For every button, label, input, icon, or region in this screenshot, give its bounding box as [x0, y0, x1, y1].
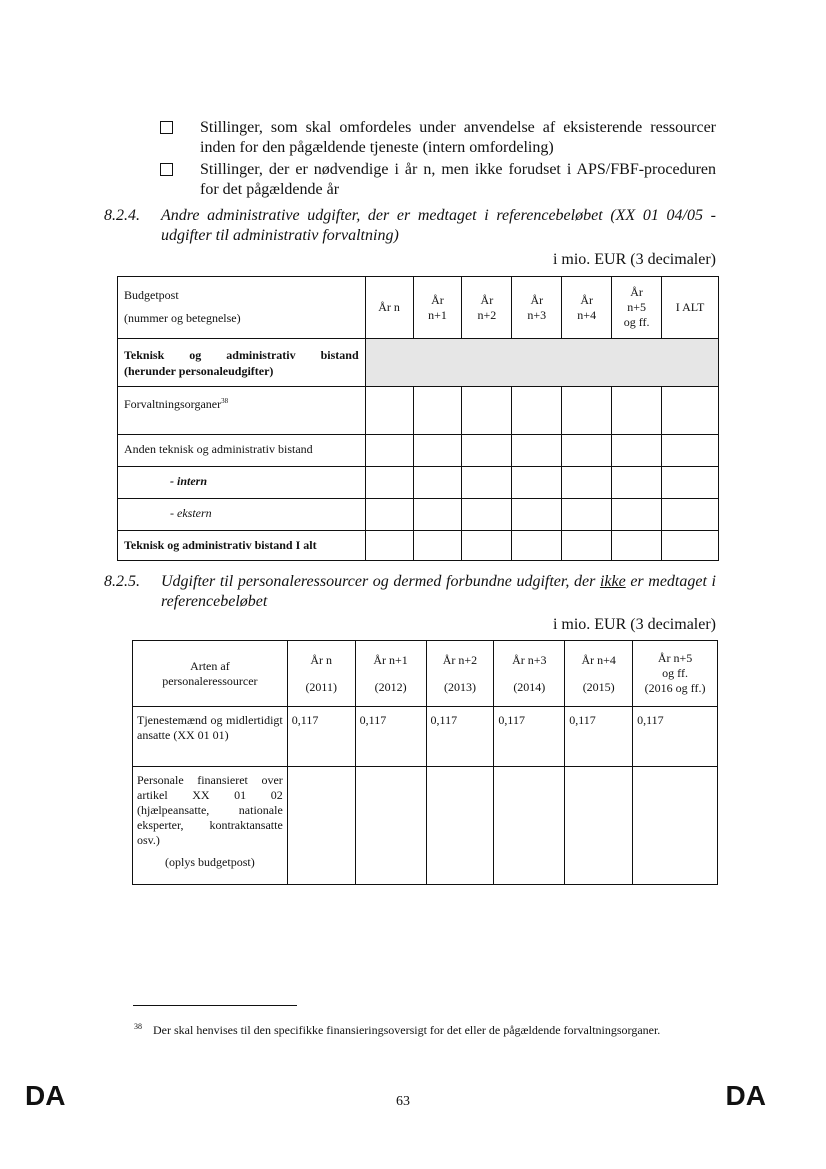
table-row — [118, 435, 719, 467]
header-budgetpost — [118, 277, 366, 339]
table-row — [118, 387, 719, 435]
header-text: År — [630, 285, 643, 299]
footnote-rule — [133, 1005, 297, 1006]
header-text: (2013) — [443, 679, 476, 694]
unit-label: i mio. EUR (3 decimaler) — [552, 251, 716, 268]
page-number: 63 — [396, 1094, 410, 1109]
header-text: personaleressourcer — [162, 673, 258, 688]
header-text: og ff. — [662, 666, 688, 680]
checkbox-item — [160, 118, 716, 158]
section-heading-824 — [104, 206, 716, 246]
row-label-text: Forvaltningsorganer — [124, 397, 222, 411]
row-label-personale — [133, 767, 288, 885]
admin-expenses-table — [117, 276, 719, 561]
table-cell — [462, 435, 512, 467]
checkbox-item-text: Stillinger, som skal omfordeles under anvendelse af eksisterende ressourcer inden for den pågældende tjeneste (intern omfordeling) — [200, 119, 716, 156]
header-year-n5 — [633, 641, 718, 707]
header-text: n+2 — [477, 307, 497, 322]
header-year-n4 — [565, 641, 633, 707]
header-text: År n+4 — [581, 652, 616, 667]
table-cell — [512, 467, 562, 499]
row-label-sub: (oplys budgetpost) — [165, 855, 255, 869]
header-year-n2 — [426, 641, 494, 707]
row-label-text: Personale finansieret over artikel XX 01 02 (hjælpeansatte, nationale eksperter, kontraktansatte osv.) — [137, 773, 283, 847]
header-year-n3 — [494, 641, 565, 707]
table-cell: 0,117 — [426, 707, 494, 767]
table-cell — [462, 467, 512, 499]
header-text: År n+3 — [512, 652, 547, 667]
table-cell — [413, 499, 462, 531]
table-cell — [565, 767, 633, 885]
header-year-n — [287, 641, 355, 707]
header-year-n1 — [413, 277, 462, 339]
table-cell — [413, 387, 462, 435]
header-year-n: År n — [365, 277, 413, 339]
table-cell — [612, 435, 662, 467]
checkbox-icon — [160, 121, 173, 134]
section-title-part: er medtaget i referencebeløbet — [161, 573, 717, 610]
header-text: År n+5 — [657, 651, 693, 665]
table-cell — [426, 767, 494, 885]
header-text: (2012) — [374, 679, 407, 694]
header-text: År n+1 — [373, 652, 408, 667]
table-cell — [365, 499, 413, 531]
table-row — [118, 467, 719, 499]
header-text: (2016 og ff.) — [644, 681, 706, 695]
header-text: n+3 — [527, 307, 547, 322]
table-cell — [662, 467, 719, 499]
row-label-line: Teknisk og administrativ bistand — [124, 347, 359, 362]
table-cell — [287, 767, 355, 885]
table-cell: 0,117 — [494, 707, 565, 767]
checkbox-icon — [160, 163, 173, 176]
table-cell — [512, 435, 562, 467]
table-cell — [662, 499, 719, 531]
table-cell — [413, 531, 462, 561]
checkbox-item — [160, 160, 716, 200]
shaded-cell — [365, 339, 718, 387]
header-year-n2 — [462, 277, 512, 339]
table-cell — [365, 531, 413, 561]
table-cell: 0,117 — [633, 707, 718, 767]
table-row — [118, 339, 719, 387]
header-text: År n — [310, 652, 333, 667]
table-cell — [612, 531, 662, 561]
language-code-right: DA — [725, 1080, 766, 1111]
header-budgetpost-sub: (nummer og betegnelse) — [124, 311, 241, 325]
table-cell — [562, 531, 612, 561]
header-text: n+4 — [577, 307, 597, 322]
footnote-ref: 38 — [221, 397, 229, 405]
row-label-tjenestemaend: Tjenestemænd og midlertidigt ansatte (XX 01 01) — [133, 707, 288, 767]
table-cell — [662, 387, 719, 435]
checkbox-item-text: Stillinger, der er nødvendige i år n, men ikke forudset i APS/FBF-proceduren for det pågældende år — [200, 161, 716, 198]
table-cell — [462, 531, 512, 561]
table-cell — [512, 531, 562, 561]
table-header-row — [133, 641, 718, 707]
header-text: År — [480, 292, 494, 307]
table-cell: 0,117 — [287, 707, 355, 767]
table-header-row — [118, 277, 719, 339]
table-cell — [512, 387, 562, 435]
table-cell — [562, 499, 612, 531]
table-row — [133, 767, 718, 885]
table-cell — [355, 767, 426, 885]
table-row — [118, 531, 719, 561]
header-budgetpost-label: Budgetpost — [124, 288, 179, 302]
table-row — [118, 499, 719, 531]
table-cell — [462, 387, 512, 435]
header-text: (2015) — [582, 679, 615, 694]
table-cell — [365, 435, 413, 467]
table-cell — [413, 435, 462, 467]
footnote-mark: 38 — [134, 1022, 142, 1031]
section-number: 8.2.5. — [104, 573, 140, 590]
table-cell — [494, 767, 565, 885]
row-label-teknisk — [118, 339, 366, 387]
row-label-anden: Anden teknisk og administrativ bistand — [118, 435, 366, 467]
row-label-intern: - intern — [118, 467, 366, 499]
section-title-part: Udgifter til personaleressourcer og dermed forbundne udgifter, der — [161, 573, 600, 590]
header-text: År — [530, 292, 544, 307]
language-code-left: DA — [25, 1080, 66, 1111]
section-title — [161, 572, 716, 612]
table-cell — [562, 467, 612, 499]
table-cell — [612, 499, 662, 531]
table-row — [133, 707, 718, 767]
header-total: I ALT — [662, 277, 719, 339]
header-text: n+5 — [627, 300, 646, 314]
header-year-n3 — [512, 277, 562, 339]
header-text: (2014) — [513, 679, 546, 694]
table-cell — [365, 467, 413, 499]
header-year-n4 — [562, 277, 612, 339]
section-heading-825 — [104, 572, 716, 612]
header-text: År n+2 — [442, 652, 478, 667]
table-cell: 0,117 — [565, 707, 633, 767]
table-cell — [413, 467, 462, 499]
section-title-underlined: ikke — [599, 573, 626, 590]
row-label-line: (herunder personaleudgifter) — [124, 363, 274, 378]
unit-label: i mio. EUR (3 decimaler) — [552, 616, 716, 633]
section-number: 8.2.4. — [104, 207, 140, 224]
header-year-n1 — [355, 641, 426, 707]
row-label-ekstern: - ekstern — [118, 499, 366, 531]
table-cell — [512, 499, 562, 531]
table-cell — [662, 531, 719, 561]
table-cell — [365, 387, 413, 435]
row-label-total: Teknisk og administrativ bistand I alt — [118, 531, 366, 561]
header-text: Arten af — [190, 658, 230, 673]
table-cell — [633, 767, 718, 885]
table-cell — [562, 435, 612, 467]
footnote-text: Der skal henvises til den specifikke finansieringsoversigt for det eller de pågældende forvaltningsorganer. — [153, 1023, 661, 1037]
header-text: og ff. — [623, 315, 650, 329]
table-cell — [462, 499, 512, 531]
table-cell — [612, 387, 662, 435]
table-cell — [612, 467, 662, 499]
header-text: År — [431, 292, 444, 307]
header-year-n5 — [612, 277, 662, 339]
table-cell — [562, 387, 612, 435]
header-text: n+1 — [428, 307, 447, 322]
row-label-forvaltning — [118, 387, 366, 435]
personnel-expenses-table — [132, 640, 718, 885]
table-cell — [662, 435, 719, 467]
section-title: Andre administrative udgifter, der er medtaget i referencebeløbet (XX 01 04/05 - udgifter til administrativ forvaltning) — [161, 207, 716, 244]
header-text: År — [580, 292, 594, 307]
header-text: (2011) — [305, 679, 337, 694]
header-arten — [133, 641, 288, 707]
table-cell: 0,117 — [355, 707, 426, 767]
